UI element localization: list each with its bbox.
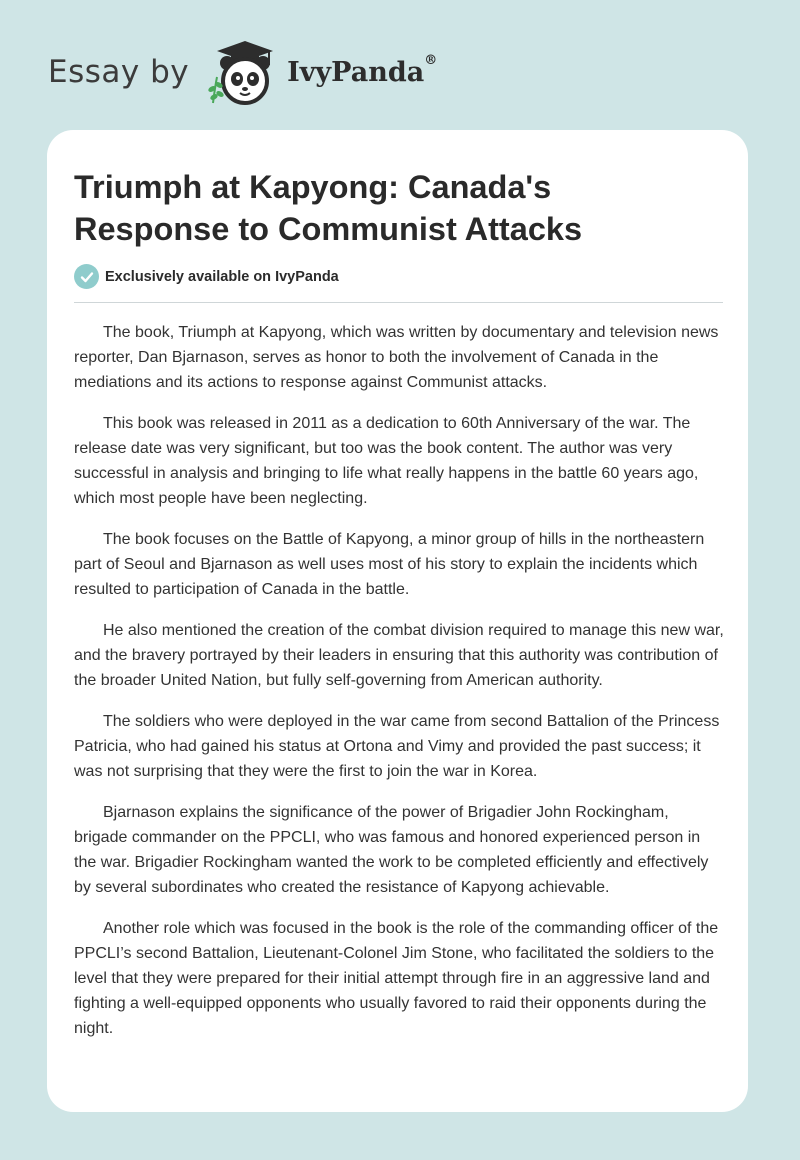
- essay-body: [74, 320, 724, 1057]
- paragraph: Another role which was focused in the book is the role of the commanding officer of the PPCLI’s second Battalion, Lieutenant-Colonel Jim Stone, who facilitated the soldiers to the level that they were prepared for their initial attempt through fire in an aggressive land and fighting a well-equipped opponents who usually favored to raid their opponents during the night.: [74, 920, 719, 1037]
- exclusive-badge-text: Exclusively available on IvyPanda: [105, 268, 339, 285]
- brand-name: IvyPanda®: [287, 52, 438, 88]
- essay-title: Triumph at Kapyong: Canada's Response to Communist Attacks: [74, 169, 583, 247]
- paragraph: Bjarnason explains the significance of the power of Brigadier John Rockingham, brigade commander on the PPCLI, who was famous and honored experienced person in the war. Brigadier Rockingham wanted the work to be completed efficiently and effectively by several subordinates who created the resistance of Kapyong achievable.: [74, 804, 709, 896]
- divider: [74, 302, 723, 303]
- essay-card: [47, 130, 748, 1112]
- paragraph: The book, Triumph at Kapyong, which was written by documentary and television news reporter, Dan Bjarnason, serves as honor to both the involvement of Canada in the mediations and its actions to response against Communist attacks.: [74, 324, 719, 391]
- paragraph: This book was released in 2011 as a dedication to 60th Anniversary of the war. The release date was very significant, but too was the book content. The author was very successful in analysis and bringing to life what really happens in the battle 60 years ago, which most people have been neglecting.: [74, 415, 699, 507]
- checkmark-icon: [74, 264, 99, 289]
- registered-mark: ®: [424, 52, 438, 68]
- panda-graduate-icon: [203, 37, 283, 107]
- exclusive-badge: [74, 264, 339, 289]
- brand-header[interactable]: [48, 36, 437, 108]
- paragraph: The book focuses on the Battle of Kapyong, a minor group of hills in the northeastern part of Seoul and Bjarnason as well uses most of his story to explain the incidents which resulted to participation of Canada in the battle.: [74, 531, 705, 598]
- paragraph: He also mentioned the creation of the combat division required to manage this new war, and the bravery portrayed by their leaders in ensuring that this authority was contribution of the broader United Nation, but fully self-governing from American authority.: [74, 622, 724, 689]
- brand-prefix: Essay by: [48, 54, 190, 90]
- paragraph: The soldiers who were deployed in the war came from second Battalion of the Princess Patricia, who had gained his status at Ortona and Vimy and provided the past success; it was not surprising that they were the first to join the war in Korea.: [74, 713, 720, 780]
